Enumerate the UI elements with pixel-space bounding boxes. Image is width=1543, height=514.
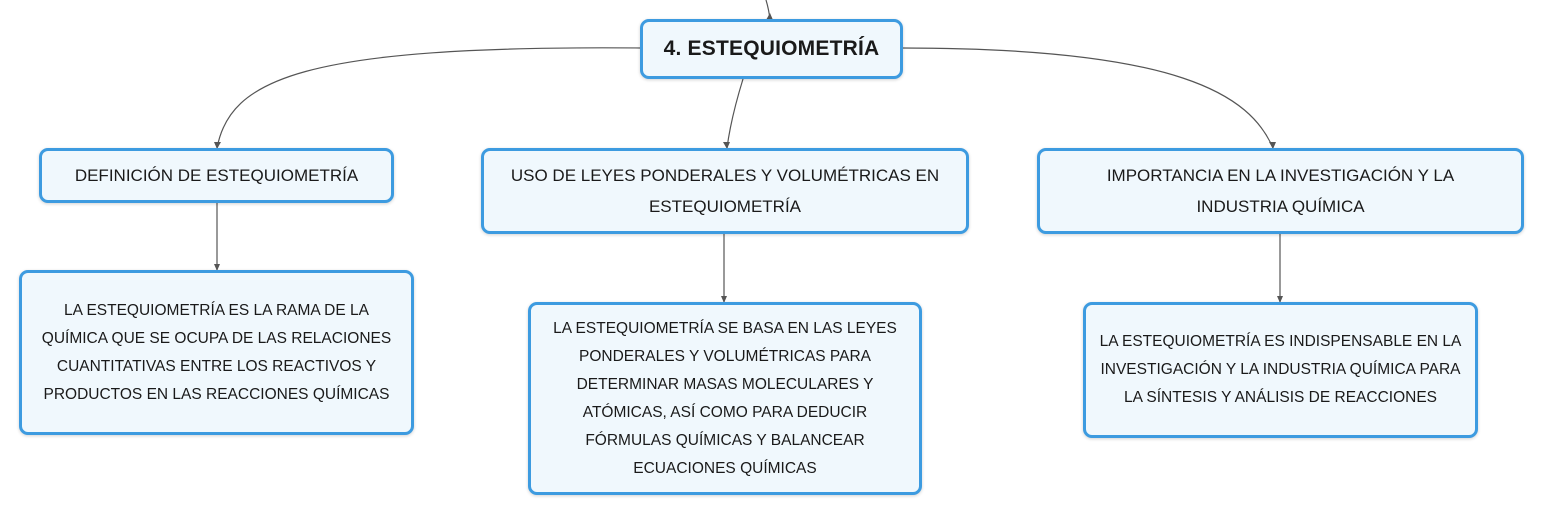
connector-root-to-topic-3 — [902, 48, 1273, 148]
topic-node-importancia[interactable] — [1037, 148, 1524, 234]
topic-node-label: USO DE LEYES PONDERALES Y VOLUMÉTRICAS EN ESTEQUIOMETRÍA — [510, 166, 940, 216]
topic-node-leyes[interactable] — [481, 148, 969, 234]
detail-node-importancia[interactable] — [1083, 302, 1478, 438]
detail-node-text: LA ESTEQUIOMETRÍA ES LA RAMA DE LA QUÍMICA QUE SE OCUPA DE LAS RELACIONES CUANTITATIVAS ENTRE LOS REACTIVOS Y PRODUCTOS EN LAS REACCIONES QUÍMICAS — [41, 301, 392, 403]
detail-node-text: LA ESTEQUIOMETRÍA SE BASA EN LAS LEYES PONDERALES Y VOLUMÉTRICAS PARA DETERMINAR MASAS MOLECULARES Y ATÓMICAS, ASÍ COMO PARA DEDUCIR FÓRMULAS QUÍMICAS Y BALANCEAR ECUACIONES QUÍMICAS — [553, 319, 897, 477]
topic-node-definicion[interactable] — [39, 148, 394, 203]
connector-root-to-topic-2 — [727, 79, 743, 148]
detail-node-text: LA ESTEQUIOMETRÍA ES INDISPENSABLE EN LA INVESTIGACIÓN Y LA INDUSTRIA QUÍMICA PARA LA SÍNTESIS Y ANÁLISIS DE REACCIONES — [1099, 333, 1462, 406]
topic-node-label: IMPORTANCIA EN LA INVESTIGACIÓN Y LA INDUSTRIA QUÍMICA — [1106, 166, 1455, 216]
root-node-label: 4. ESTEQUIOMETRÍA — [663, 37, 880, 60]
detail-node-definicion[interactable] — [19, 270, 414, 435]
detail-node-leyes[interactable] — [528, 302, 922, 495]
topic-node-label: DEFINICIÓN DE ESTEQUIOMETRÍA — [74, 166, 359, 185]
connector-root-to-topic-1 — [217, 48, 641, 148]
root-node[interactable] — [640, 19, 903, 79]
